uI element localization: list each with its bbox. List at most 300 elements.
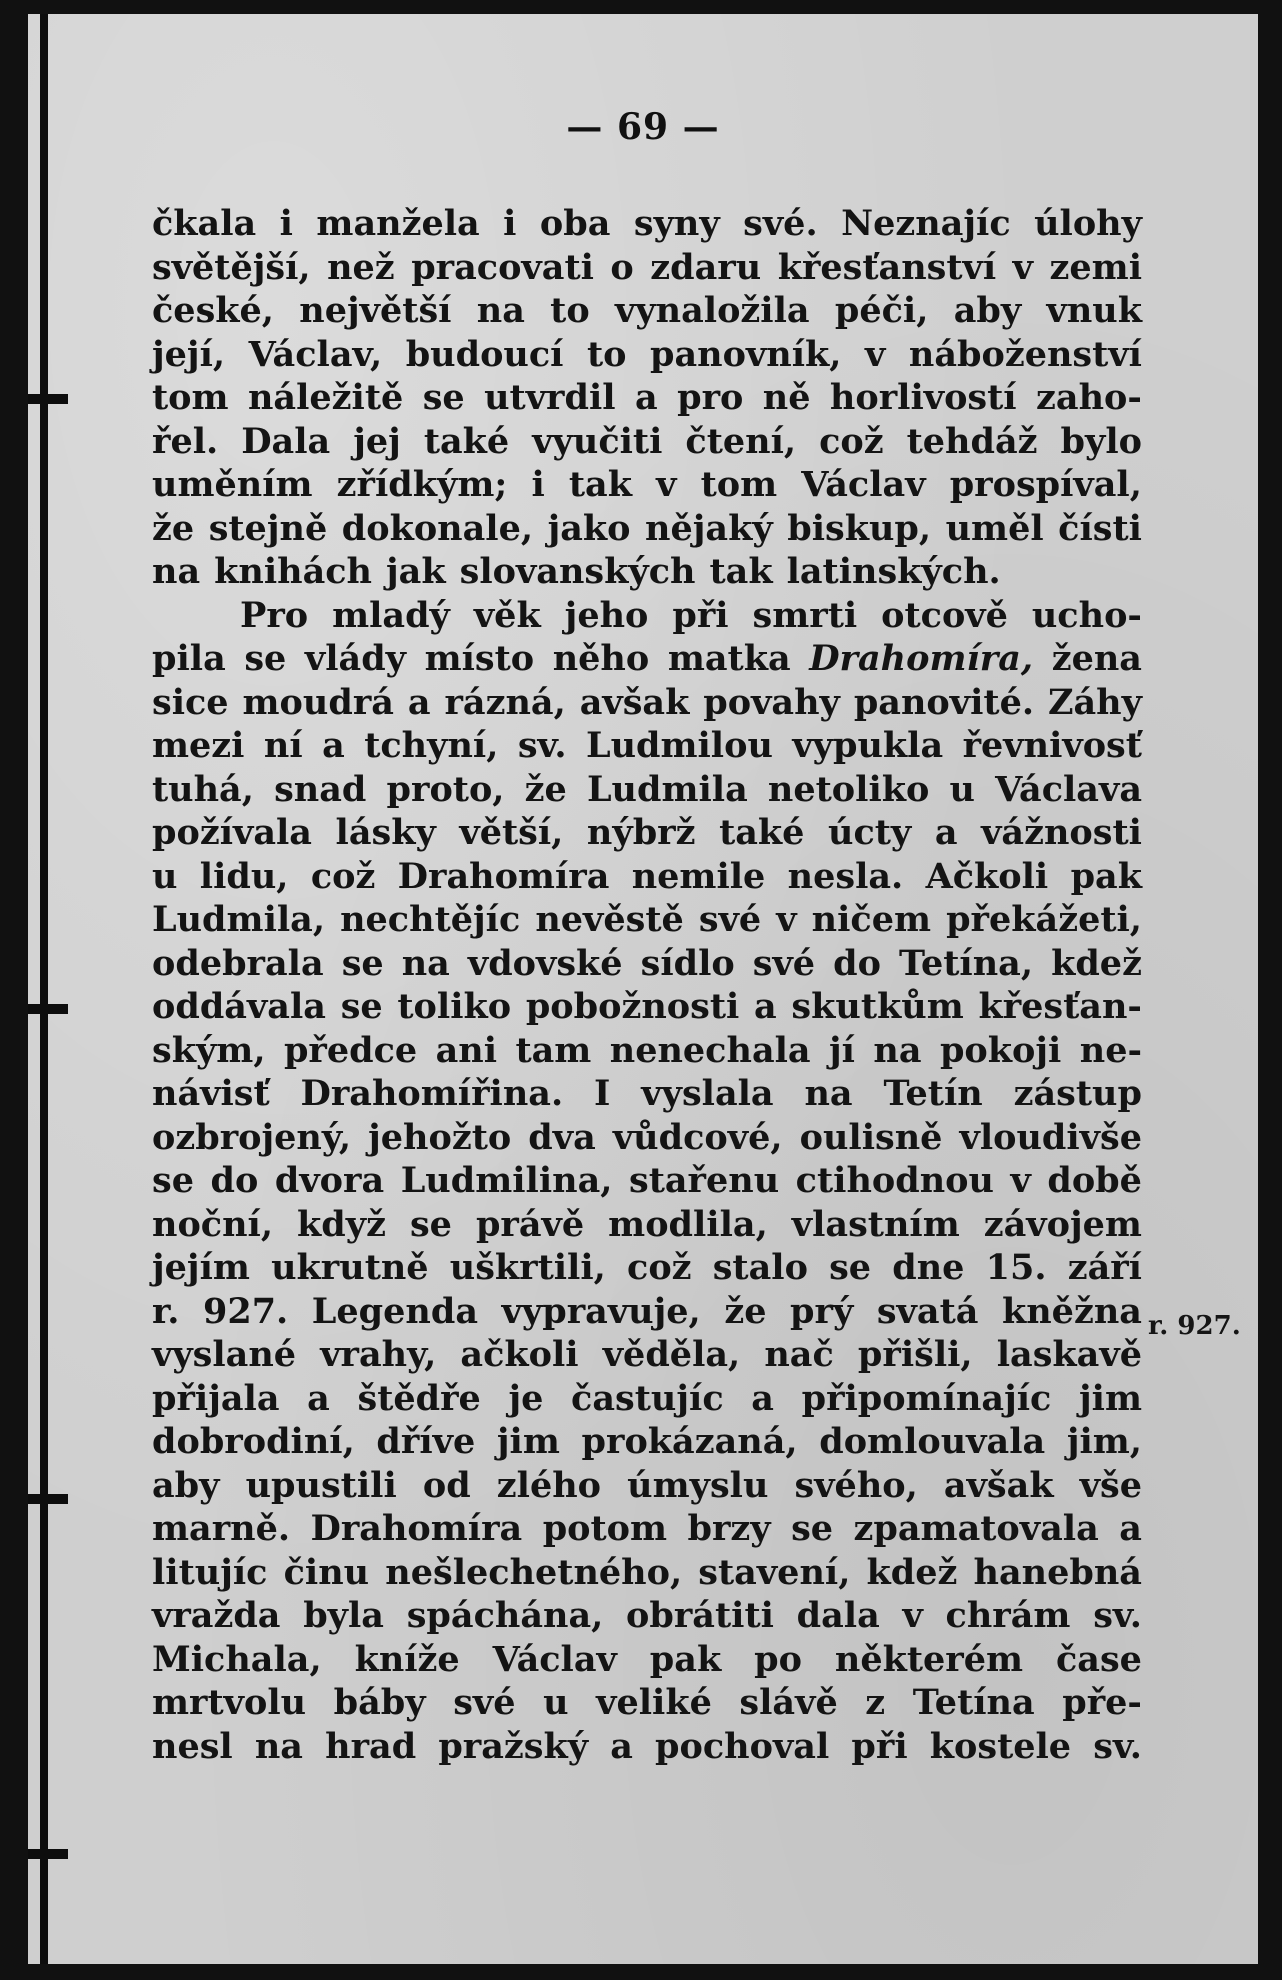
word: a	[610, 1725, 633, 1767]
text-line	[152, 1072, 1142, 1116]
word: nesl	[152, 1725, 233, 1767]
word: moudrá	[242, 681, 394, 723]
word: aby	[953, 290, 1022, 331]
word: Tetína	[912, 1682, 1035, 1723]
word: i	[279, 203, 293, 244]
word: a	[634, 377, 658, 418]
word: vnuk	[1046, 290, 1142, 331]
word: místo	[424, 638, 535, 679]
word: brzy	[687, 1508, 771, 1549]
word: ne-	[1079, 1029, 1142, 1071]
word: prý	[790, 1290, 854, 1332]
word: báby	[333, 1682, 426, 1723]
word: nýbrž	[586, 812, 696, 853]
word: do	[833, 942, 881, 984]
word: péči,	[834, 290, 929, 331]
word: přišli,	[857, 1334, 973, 1375]
text-line	[152, 1029, 1142, 1073]
word: po	[754, 1638, 802, 1680]
word: světější,	[152, 246, 311, 288]
word: byla	[303, 1595, 384, 1636]
text-line	[152, 246, 1142, 290]
word: jim	[1079, 1377, 1142, 1419]
word: připomínajíc	[801, 1377, 1052, 1419]
word: křesťanství	[777, 246, 997, 288]
word: tuhá,	[152, 768, 254, 810]
word: Michala,	[152, 1638, 322, 1680]
word: ně	[762, 377, 811, 418]
word: prokázaná,	[581, 1421, 798, 1462]
word: stejně	[208, 507, 328, 549]
word: jim	[496, 1421, 560, 1462]
word: laskavě	[996, 1334, 1142, 1375]
word: Drahomíra	[310, 1508, 523, 1549]
word: nechtějíc	[340, 899, 521, 940]
word: ani	[435, 1029, 498, 1071]
word: jí	[829, 1029, 855, 1071]
word: mezi	[152, 725, 245, 766]
word: vypravuje,	[501, 1290, 701, 1332]
text-line	[152, 724, 1142, 768]
text-line	[152, 637, 1142, 681]
word: na	[401, 942, 450, 984]
word: vážnosti	[981, 812, 1142, 853]
word: prospíval,	[949, 464, 1142, 505]
text-line	[152, 1638, 1142, 1682]
word: dala	[796, 1595, 880, 1636]
word: největší	[299, 290, 452, 331]
word: zlého	[496, 1464, 602, 1506]
word: závojem	[983, 1203, 1142, 1245]
word: toliko	[397, 986, 512, 1027]
word: svého,	[794, 1464, 918, 1506]
word: pobožnosti	[525, 986, 740, 1027]
text-line	[152, 681, 1142, 725]
word: jako	[547, 507, 631, 549]
word: se	[152, 1160, 194, 1201]
word: ukrutně	[271, 1247, 429, 1288]
book-page	[28, 14, 1258, 1964]
word: náboženství	[908, 333, 1142, 375]
word: kostele	[929, 1725, 1072, 1767]
word: pro	[677, 377, 744, 418]
word: je	[508, 1377, 544, 1419]
word: své.	[743, 203, 818, 244]
word: čkala	[152, 203, 257, 244]
word: ským,	[152, 1029, 266, 1071]
word: i	[503, 203, 517, 244]
word: matka	[667, 638, 791, 679]
text-line	[152, 202, 1142, 246]
text-line	[152, 1159, 1142, 1203]
word: tam	[515, 1029, 592, 1071]
word: 927.	[202, 1290, 289, 1332]
word: křesťan-	[978, 986, 1142, 1027]
text-line	[152, 1420, 1142, 1464]
word: a	[407, 681, 431, 723]
word: panovité.	[853, 681, 1035, 723]
word: řel.	[152, 420, 219, 462]
word: že	[724, 1290, 767, 1332]
word: dobrodiní,	[152, 1421, 355, 1462]
word: noční,	[152, 1203, 274, 1245]
word: latinských.	[786, 551, 1001, 592]
word: že	[152, 507, 195, 549]
word: jej	[353, 420, 401, 462]
word: sv.	[1093, 1595, 1142, 1636]
word: v	[902, 1595, 923, 1636]
word: marně.	[152, 1508, 291, 1549]
text-line	[152, 1203, 1142, 1247]
word: stalo	[712, 1247, 808, 1288]
word: syny	[633, 203, 720, 244]
word: v	[1010, 1160, 1031, 1201]
word: kníže	[354, 1638, 460, 1680]
text-line	[152, 594, 1142, 638]
word: zaho-	[1036, 377, 1142, 418]
word: budoucí	[405, 333, 564, 375]
word: Ludmila,	[152, 899, 326, 940]
word: tom	[700, 464, 778, 505]
word: nemile	[631, 855, 766, 897]
word: i	[531, 464, 545, 505]
word: tehdáž	[906, 420, 1038, 462]
word: některém	[834, 1638, 1024, 1680]
text-line	[152, 811, 1142, 855]
word: Pro	[240, 594, 309, 636]
text-line	[152, 1290, 1142, 1334]
word: také	[423, 420, 510, 462]
word: mladý	[332, 594, 450, 636]
text-line	[152, 1116, 1142, 1160]
word: oulisně	[799, 1116, 943, 1158]
word: uměl	[945, 507, 1044, 549]
word: nesla.	[787, 855, 904, 897]
word: vražda	[152, 1595, 281, 1636]
word: věděla,	[602, 1334, 741, 1375]
word: skutkům	[791, 986, 964, 1027]
word: Ludmilina,	[400, 1160, 613, 1201]
word: slovanských	[459, 551, 696, 592]
word: tom	[152, 377, 229, 418]
text-line	[152, 942, 1142, 986]
word: ačkoli	[460, 1334, 579, 1375]
word: Legenda	[311, 1290, 479, 1332]
word: zdaru	[650, 246, 762, 288]
word: čtení,	[685, 420, 797, 462]
binding-mark	[28, 1849, 68, 1859]
text-line	[152, 463, 1142, 507]
word: sv.	[517, 725, 567, 766]
word: o	[610, 246, 634, 288]
binding-mark	[28, 394, 68, 404]
word: vypukla	[792, 725, 944, 766]
word: a	[1119, 1508, 1142, 1549]
word: právě	[475, 1203, 585, 1245]
text-line	[152, 1377, 1142, 1421]
word: úlohy	[1034, 203, 1142, 244]
word: se	[409, 1203, 452, 1245]
text-line	[152, 1725, 1142, 1769]
word: Václav	[492, 1638, 617, 1680]
word: sice	[152, 681, 229, 723]
word: úcty	[828, 812, 912, 853]
word: avšak	[943, 1464, 1054, 1506]
word: když	[297, 1203, 386, 1245]
word: pila	[152, 638, 226, 679]
word: vdovské	[467, 942, 623, 984]
word: jak	[386, 551, 446, 592]
word: slávě	[739, 1682, 838, 1723]
word: avšak	[579, 681, 690, 723]
word: Drahomíra	[397, 855, 610, 897]
margin-note-year: r. 927.	[1148, 1311, 1241, 1341]
word: zástup	[1013, 1073, 1142, 1114]
word: pochoval	[655, 1725, 830, 1767]
word: uměním	[152, 464, 313, 505]
word: sídlo	[640, 942, 735, 984]
text-line	[152, 1464, 1142, 1508]
word: předce	[283, 1029, 418, 1071]
word: upustili	[245, 1464, 397, 1506]
body-text	[152, 202, 1142, 1768]
word: čase	[1055, 1638, 1142, 1680]
word: ní	[263, 725, 303, 766]
word: snad	[274, 768, 367, 810]
word: činu	[283, 1551, 370, 1593]
word: do	[210, 1160, 259, 1201]
word: oba	[539, 203, 611, 244]
word: spáchána,	[406, 1595, 604, 1636]
word: době	[1047, 1160, 1142, 1201]
word: vyučiti	[532, 420, 663, 462]
text-line	[152, 507, 1142, 551]
text-line	[152, 333, 1142, 377]
text-line	[152, 1507, 1142, 1551]
word: vyslala	[641, 1073, 774, 1114]
word: ctihodnou	[795, 1160, 994, 1201]
word: dne	[892, 1247, 965, 1288]
word: Václav,	[248, 333, 383, 375]
word: vlastním	[791, 1203, 960, 1245]
word: své	[752, 942, 816, 984]
word: Ludmilou	[585, 725, 773, 766]
text-line	[152, 985, 1142, 1029]
word: otcově	[881, 594, 1008, 636]
word: proto,	[386, 768, 505, 810]
word: Drahomíra,	[809, 638, 1034, 679]
word: vše	[1079, 1464, 1142, 1506]
word: zpamatovala	[853, 1508, 1099, 1549]
word: něho	[552, 638, 650, 679]
word: biskup,	[787, 507, 932, 549]
word: Václava	[995, 768, 1142, 810]
word: bylo	[1060, 420, 1142, 462]
word: dva	[528, 1116, 596, 1158]
word: horlivostí	[829, 377, 1017, 418]
word: návisť	[152, 1073, 270, 1114]
word: zřídkým;	[336, 464, 508, 505]
word: kněžna	[1001, 1290, 1142, 1332]
word: překážeti,	[946, 899, 1142, 940]
word: mrtvolu	[152, 1682, 307, 1723]
page-number: — 69 —	[566, 106, 720, 148]
word: svatá	[876, 1290, 979, 1332]
word: aby	[152, 1464, 220, 1506]
word: Dala	[241, 420, 331, 462]
word: pře-	[1062, 1682, 1142, 1723]
word: tchyní,	[364, 725, 499, 766]
word: modlila,	[608, 1203, 768, 1245]
word: a	[322, 725, 345, 766]
word: hrad	[325, 1725, 417, 1767]
word: se	[341, 942, 384, 984]
word: vyslané	[152, 1334, 297, 1375]
word: řevnivosť	[962, 725, 1142, 766]
word: panovník,	[650, 333, 842, 375]
word: se	[791, 1508, 834, 1549]
word: své	[453, 1682, 516, 1723]
word: nevěstě	[535, 899, 684, 940]
text-line	[152, 289, 1142, 333]
word: září	[1067, 1247, 1142, 1288]
word: u	[543, 1682, 569, 1723]
word: což	[627, 1247, 692, 1288]
word: vloudivše	[959, 1116, 1142, 1158]
word: pražský	[438, 1725, 589, 1767]
word: odebrala	[152, 942, 324, 984]
word: lidu,	[199, 855, 289, 897]
word: Záhy	[1047, 681, 1142, 723]
word: v	[776, 899, 797, 940]
word: na	[804, 1073, 853, 1114]
word: manžela	[316, 203, 480, 244]
word: 15.	[985, 1247, 1047, 1288]
word: což	[310, 855, 376, 897]
word: od	[422, 1464, 471, 1506]
word: u	[152, 855, 178, 897]
text-line	[152, 1333, 1142, 1377]
word: což	[819, 420, 884, 462]
word: r.	[152, 1290, 180, 1332]
word: stařenu	[628, 1160, 780, 1201]
word: dokonale,	[341, 507, 534, 549]
text-line	[152, 1551, 1142, 1595]
word: v	[865, 333, 886, 375]
word: rázná,	[444, 681, 566, 723]
word: vynaložila	[614, 290, 810, 331]
word: v	[656, 464, 677, 505]
word: hanebná	[973, 1551, 1142, 1593]
word: větší,	[459, 812, 564, 853]
word: věk	[473, 594, 541, 636]
word: povahy	[703, 681, 840, 723]
word: kdež	[1051, 942, 1142, 984]
word: na	[152, 551, 201, 592]
word: ničem	[811, 899, 932, 940]
text-line	[152, 420, 1142, 464]
binding-mark	[28, 1004, 68, 1014]
word: dříve	[376, 1421, 476, 1462]
word: litujíc	[152, 1551, 268, 1593]
word: to	[550, 290, 590, 331]
word: se	[244, 638, 287, 679]
word: požívala	[152, 812, 312, 853]
word: a	[754, 986, 777, 1027]
binding-edge	[40, 14, 48, 1964]
word: tak	[568, 464, 632, 505]
text-line	[152, 1594, 1142, 1638]
word: jehožto	[368, 1116, 512, 1158]
word: Neznajíc	[841, 203, 1011, 244]
word: Drahomířina.	[300, 1073, 564, 1114]
word: štědře	[357, 1377, 481, 1419]
word: vůdcové,	[612, 1116, 783, 1158]
word: smrti	[752, 594, 858, 636]
word: jeho	[564, 594, 649, 636]
word: ucho-	[1031, 594, 1142, 636]
word: tak	[709, 551, 773, 592]
word: utvrdil	[484, 377, 616, 418]
text-line	[152, 898, 1142, 942]
word: Ludmila	[586, 768, 748, 810]
word: domlouvala	[819, 1421, 1046, 1462]
word: žena	[1051, 638, 1142, 679]
word: pak	[1070, 855, 1142, 897]
word: z	[865, 1682, 886, 1723]
word: Tetína,	[898, 942, 1034, 984]
word: uškrtili,	[449, 1247, 606, 1288]
text-line	[152, 376, 1142, 420]
text-line	[152, 1246, 1142, 1290]
word: na	[254, 1725, 303, 1767]
word: obrátiti	[626, 1595, 774, 1636]
word: Tetín	[883, 1073, 983, 1114]
word: se	[422, 377, 465, 418]
word: jim,	[1066, 1421, 1142, 1462]
word: a	[751, 1377, 774, 1419]
word: knihách	[214, 551, 373, 592]
word: Václav	[801, 464, 926, 505]
word: v	[1012, 246, 1034, 288]
word: přijala	[152, 1377, 280, 1419]
word: I	[594, 1073, 611, 1114]
word: nešlechetného,	[385, 1551, 683, 1593]
word: nějaký	[645, 507, 773, 549]
word: lásky	[335, 812, 436, 853]
word: veliké	[596, 1682, 712, 1723]
word: a	[934, 812, 958, 853]
word: netoliko	[767, 768, 930, 810]
word: při	[851, 1725, 908, 1767]
text-line	[152, 855, 1142, 899]
word: sv.	[1093, 1725, 1142, 1767]
word: se	[829, 1247, 872, 1288]
word: své	[698, 899, 762, 940]
text-line	[152, 768, 1142, 812]
word: pokoji	[939, 1029, 1062, 1071]
word: pak	[649, 1638, 722, 1680]
word: dvora	[274, 1160, 385, 1201]
word: vrahy,	[320, 1334, 437, 1375]
word: kdež	[866, 1551, 958, 1593]
word: úmyslu	[627, 1464, 769, 1506]
text-line	[152, 550, 1142, 594]
word: častujíc	[571, 1377, 724, 1419]
word: potom	[542, 1508, 668, 1549]
word: náležitě	[247, 377, 404, 418]
word: a	[307, 1377, 330, 1419]
